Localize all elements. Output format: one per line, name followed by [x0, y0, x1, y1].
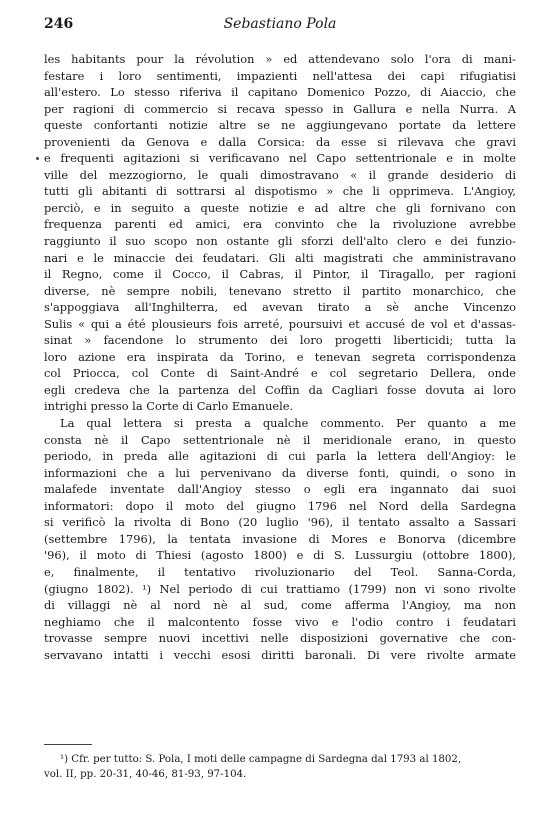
body-line: queste confortanti notizie altre se ne aggiungevano portate da lettere: [44, 118, 516, 133]
body-line: si verificò la rivolta di Bono (20 luglio '96), il tentato assalto a Sassari: [44, 515, 516, 530]
footnote-line: ¹) Cfr. per tutto: S. Pola, I moti delle campagne di Sardegna dal 1793 al 1802,: [60, 754, 462, 765]
body-line: trovasse sempre nuovi incettivi nelle disposizioni governative che con-: [44, 631, 516, 646]
body-line: malafede inventate dall'Angioy stesso o egli era ingannato dai suoi: [44, 482, 516, 497]
body-line: periodo, in preda alle agitazioni di cui parla la lettera dell'Angioy: le: [44, 449, 516, 464]
body-line: frequenza parenti ed amici, era convinto che la rivoluzione avrebbe: [44, 217, 516, 232]
body-line: Sulis « qui a été plousieurs fois arreté, poursuivi et accusé de vol et d'assas-: [44, 316, 516, 331]
body-line: La qual lettera si presta a qualche commento. Per quanto a me: [60, 416, 516, 431]
body-line: il Regno, come il Cocco, il Cabras, il Pintor, il Tiragallo, per ragioni: [44, 267, 516, 282]
body-text: [44, 51, 516, 663]
body-line: nari e le minaccie dei feudatari. Gli alti magistrati che amministravano: [44, 250, 516, 265]
body-line: egli credeva che la partenza del Coffin da Cagliari fosse dovuta ai loro: [44, 382, 516, 397]
body-line: raggiunto il suo scopo non ostante gli sforzi dell'alto clero e dei funzio-: [44, 234, 516, 249]
body-line: e frequenti agitazioni si verificavano nel Capo settentrionale e in molte: [44, 151, 516, 166]
body-line: ville del mezzogiorno, le quali dimostravano « il grande desiderio di: [44, 167, 516, 182]
body-line: per ragioni di commercio si recava spesso in Gallura e nella Nurra. A: [44, 101, 516, 116]
running-head: Sebastiano Pola: [223, 16, 337, 32]
body-line: servavano intatti i vecchi esosi diritti baronali. Di vere rivolte armate: [44, 647, 516, 662]
body-line: s'appoggiava all'Inghilterra, ed avevan tirato a sè anche Vincenzo: [44, 300, 516, 315]
body-line: informatori: dopo il moto del giugno 1796 nel Nord della Sardegna: [44, 498, 516, 513]
body-line: perciò, e in seguito a queste notizie e ad altre che gli fornivano con: [44, 200, 516, 215]
body-line: intrighi presso la Corte di Carlo Emanuele.: [44, 399, 294, 414]
body-line: di villaggi nè al nord nè al sud, come afferma l'Angioy, ma non: [44, 598, 516, 613]
body-line: tutti gli abitanti di sottrarsi al dispotismo » che li opprimeva. L'Angioy,: [44, 184, 516, 199]
page-number: 246: [44, 16, 74, 32]
margin-mark: [36, 157, 39, 160]
body-line: festare i loro sentimenti, impazienti nell'attesa dei capi rifugiatisi: [44, 68, 516, 83]
footnote-rule: [44, 744, 92, 745]
footnote-line: vol. II, pp. 20-31, 40-46, 81-93, 97-104.: [44, 768, 247, 780]
body-line: e, finalmente, il tentativo rivoluzionario del Teol. Sanna-Corda,: [44, 564, 516, 579]
body-line: diverse, nè sempre nobili, tenevano stretto il partito monarchico, che: [44, 283, 516, 298]
body-line: loro azione era inspirata da Torino, e tenevan segreta corrispondenza: [44, 349, 516, 364]
body-line: (giugno 1802). ¹) Nel periodo di cui trattiamo (1799) non vi sono rivolte: [44, 581, 516, 596]
body-line: all'estero. Lo stesso riferiva il capitano Domenico Pozzo, di Aiaccio, che: [44, 85, 516, 100]
body-line: les habitants pour la révolution » ed attendevano solo l'ora di mani-: [44, 52, 516, 66]
body-line: informazioni che a lui pervenivano da diverse fonti, quindi, o sono in: [44, 465, 516, 480]
body-line: col Priocca, col Conte di Saint-André e col segretario Dellera, onde: [44, 366, 516, 381]
body-line: sinat » facendone lo strumento dei loro progetti liberticidi; tutta la: [44, 333, 516, 348]
body-line: provenienti da Genova e dalla Corsica: da esse si rilevava che gravi: [44, 134, 516, 149]
page-header: [44, 14, 516, 38]
body-line: neghiamo che il malcontento fosse vivo e l'odio contro i feudatari: [44, 614, 516, 629]
footnotes: [44, 753, 516, 782]
body-line: (settembre 1796), la tentata invasione di Mores e Bonorva (dicembre: [44, 531, 516, 546]
body-line: consta nè il Capo settentrionale nè il meridionale erano, in questo: [44, 432, 516, 447]
body-line: '96), il moto di Thiesi (agosto 1800) e di S. Lussurgiu (ottobre 1800),: [44, 548, 516, 563]
